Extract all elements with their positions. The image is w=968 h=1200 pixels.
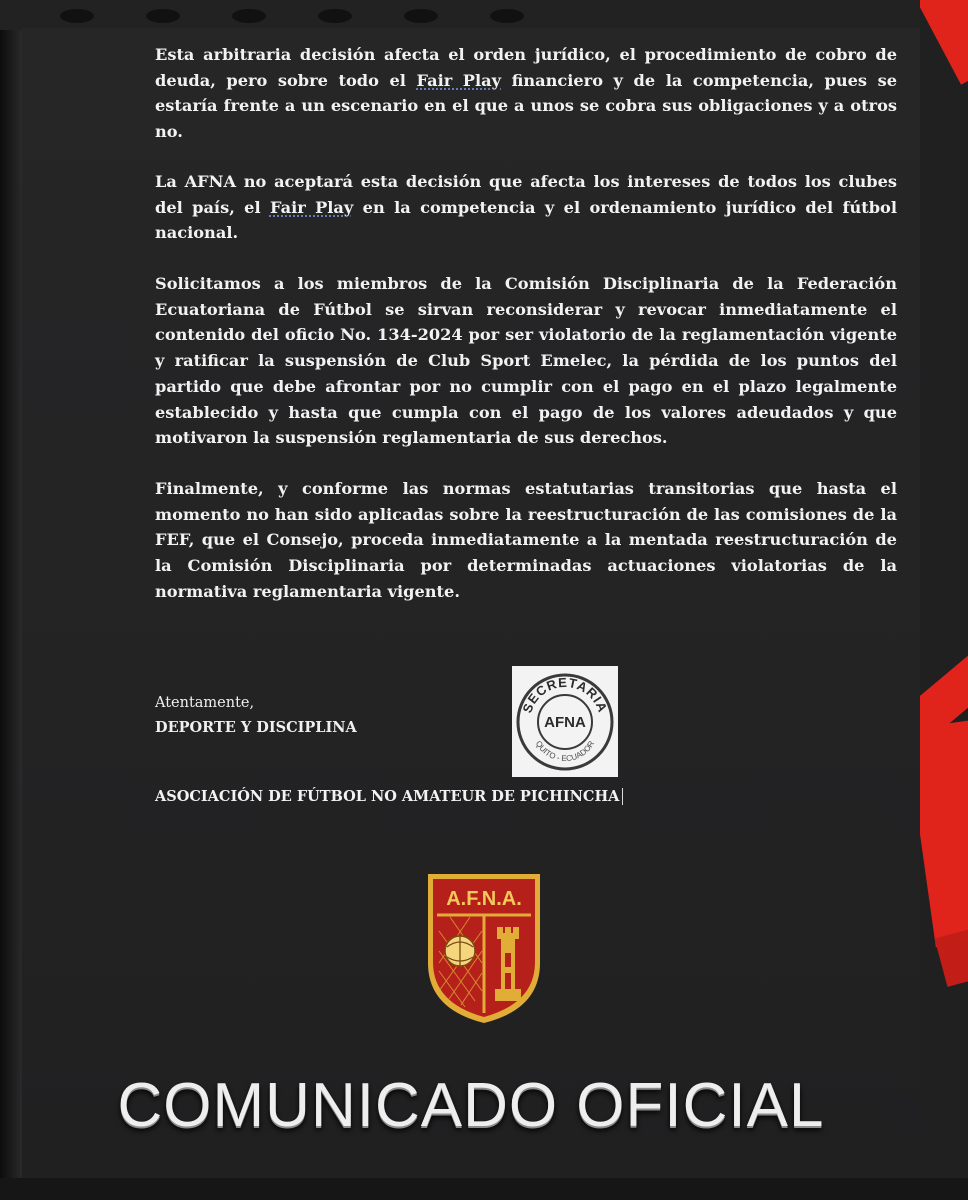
fair-play-term: Fair Play	[416, 70, 502, 90]
fair-play-term: Fair Play	[269, 197, 354, 217]
svg-text:A.F.N.A.: A.F.N.A.	[446, 888, 522, 910]
background-left-edge	[0, 0, 22, 1200]
background-bottom-edge	[0, 1178, 968, 1200]
afna-crest	[425, 871, 543, 1026]
paragraph-3: Solicitamos a los miembros de la Comisión Disciplinaria de la Federación Ecuatoriana de Fútbol se sirvan reconsiderar y revocar inmediatamente el contenido del oficio No. 134-2024 por ser violatorio de la reglamentación vigente y ratificar la suspensión de Club Sport Emelec, la pérdida de los puntos del partido que debe afrontar por no cumplir con el pago en el plazo legalmente establecido y hasta que cumpla con el pago de los valores adeudados y que motivaron la suspensión reglamentaria de sus derechos.	[155, 274, 897, 448]
signatory-name: DEPORTE Y DISCIPLINA	[155, 719, 357, 736]
association-name: ASOCIACIÓN DE FÚTBOL NO AMATEUR DE PICHINCHA	[155, 788, 623, 805]
closing-greeting: Atentamente,	[155, 695, 255, 711]
svg-text:AFNA: AFNA	[544, 714, 586, 731]
comunicado-oficial-title: COMUNICADO OFICIAL	[117, 1071, 825, 1140]
svg-text:SECRETARIA: SECRETARIA	[519, 674, 611, 715]
paragraph-1: Esta arbitraria decisión afecta el orden jurídico, el procedimiento de cobro de deuda, pero sobre todo el Fair Play financiero y de la competencia, pues se estaría frente a un escenario en el que a unos se cobra sus obligaciones y a otros no.	[155, 45, 897, 142]
secretaria-seal	[512, 666, 618, 777]
communique-document	[22, 28, 920, 1178]
paragraph-2: La AFNA no aceptará esta decisión que afecta los intereses de todos los clubes del país, el Fair Play en la competencia y el ordenamiento jurídico del fútbol nacional.	[155, 172, 897, 243]
paragraph-4: Finalmente, y conforme las normas estatutarias transitorias que hasta el momento no han sido aplicadas sobre la reestructuración de las comisiones de la FEF, que el Consejo, proceda inmediatamente a la mentada reestructuración de la Comisión Disciplinaria por determinadas actuaciones violatorias de la normativa reglamentaria vigente.	[155, 479, 897, 601]
background-top-edge	[0, 0, 968, 30]
svg-text:QUITO - ECUADOR: QUITO - ECUADOR	[533, 739, 597, 764]
background-red-stripes	[920, 0, 968, 1200]
seal-stamp-icon	[512, 666, 618, 777]
top-decor	[60, 8, 660, 24]
afna-crest-icon	[425, 871, 543, 1026]
